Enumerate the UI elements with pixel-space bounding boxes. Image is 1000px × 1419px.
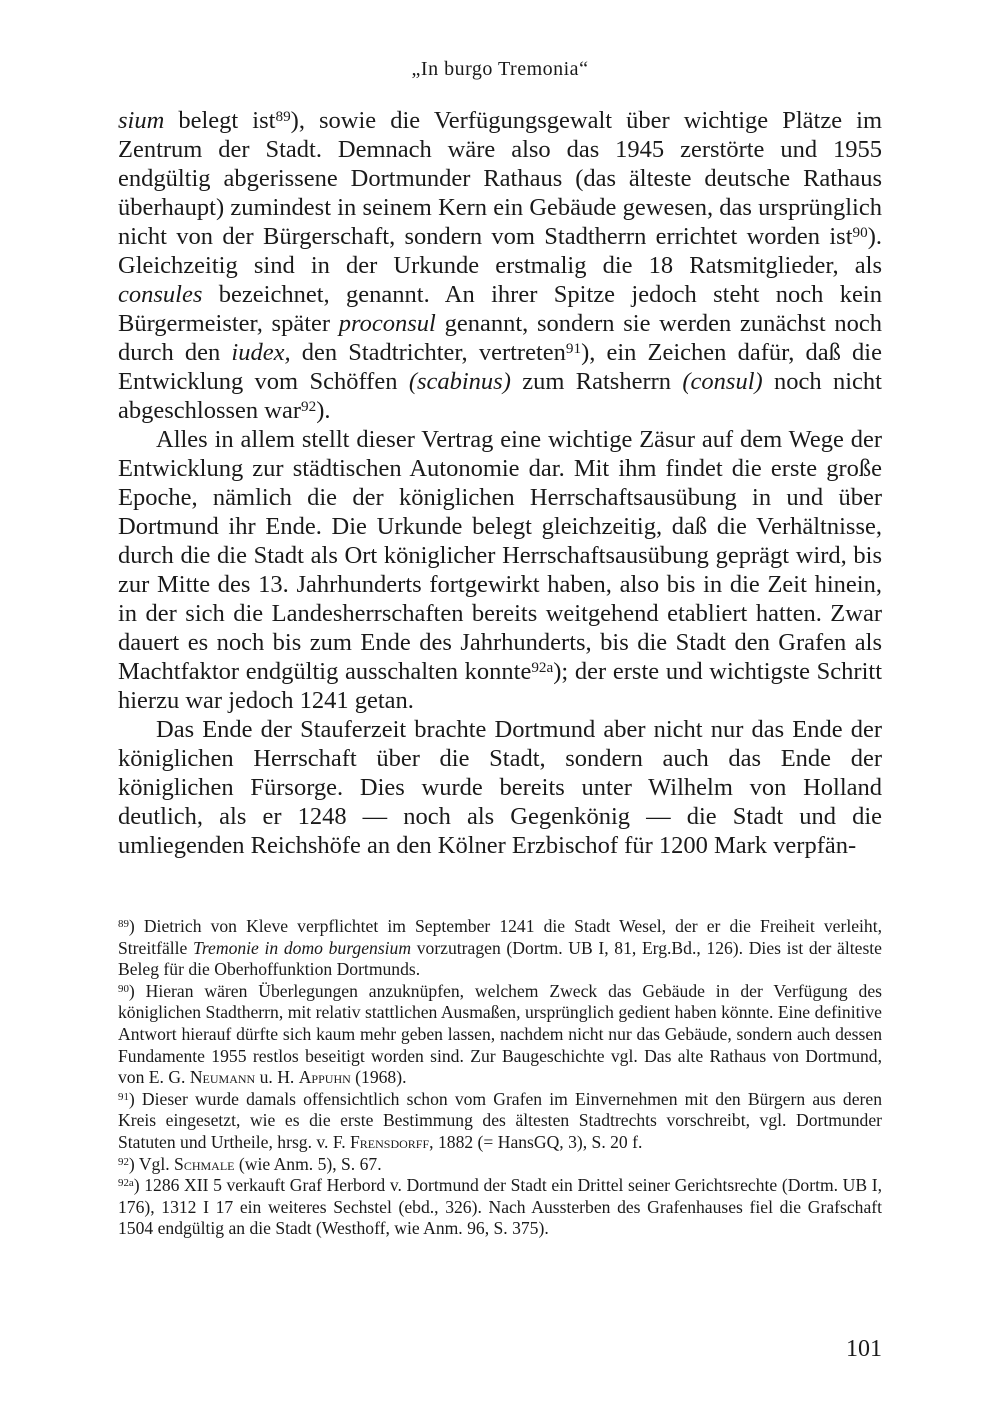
footnote-ref: 92 (301, 398, 317, 416)
italic-run: (scabinus) (408, 368, 511, 395)
italic-run: proconsul (338, 310, 436, 337)
italic-run: Tremonie in domo burgensium (193, 937, 412, 958)
text-run: ) Dieser wurde damals offensichtlich schon vom Grafen im Einvernehmen mit den Bürgern aus deren Kreis eingesetzt, wie es die erste Bestimmung des ältesten Stadtrechts vorschreibt, vgl. Dortmunder Statuten und Urtheile, hrsg. v. F. (118, 1088, 882, 1152)
text-run: vorzutragen (Dortm. UB I, 81, Erg.Bd., 126). Dies ist der älteste Beleg für die Oberhoffunktion Dortmunds. (118, 937, 882, 980)
text-run: ), ein Zeichen dafür, daß die Entwicklung vom Schöffen (118, 339, 882, 395)
text-run: ) Hieran wären Überlegungen anzuknüpfen, welchem Zweck das Gebäude in der Verfügung des königlichen Stadtherrn, mit relativ stattlichen Ausmaßen, ursprünglich gedient haben könnte. Eine definitive Antwort hierauf dürfte sich kaum mehr geben lassen, nachdem nicht nur das Gebäude, sondern auch dessen Fundamente 1955 restlos beseitigt worden sind. Zur Baugeschichte vgl. Das alte Rathaus von Dortmund, von E. G. (118, 980, 882, 1088)
footnote-ref: 91 (565, 340, 582, 358)
text-run: genannt, sondern sie werden zunächst noch durch den (118, 310, 882, 366)
italic-run: (consul) (682, 368, 763, 395)
text-run: u. H. (255, 1067, 299, 1088)
footnote-ref: 89 (118, 918, 129, 931)
footnote-ref: 92 (118, 1155, 129, 1168)
small-caps-run: Schmale (174, 1153, 235, 1174)
footnote-ref: 92a (118, 1177, 134, 1190)
text-run: Alles in allem stellt dieser Vertrag eine wichtige Zäsur auf dem Wege der Entwicklung zur städtischen Autonomie dar. Mit ihm findet die erste große Epoche, nämlich die der königlichen Herrschaftsausübung in und über Dortmund ihr Ende. Die Urkunde belegt gleichzeitig, daß die Verhältnisse, durch die die Stadt als Ort königlicher Herrschaftsausübung geprägt wird, bis zur Mitte des 13. Jahrhunderts fortgewirkt haben, also bis in die Zeit hinein, in der sich die Landesherrschaften bereits weitgehend etabliert hatten. Zwar dauert es noch bis zum Ende des Jahrhunderts, bis die Stadt den Grafen als Machtfaktor endgültig ausschalten konnte (118, 426, 882, 685)
italic-run: sium (118, 107, 165, 134)
small-caps-run: Neumann (189, 1067, 256, 1088)
footnote-ref: 90 (118, 982, 129, 995)
body-text (118, 106, 882, 860)
footnote-90 (118, 981, 882, 1089)
text-run: (wie Anm. 5), S. 67. (234, 1153, 382, 1174)
text-run: Das Ende der Stauferzeit brachte Dortmund aber nicht nur das Ende der königlichen Herrschaft über die Stadt, sondern auch das Ende der königlichen Fürsorge. Dies wurde bereits unter Wilhelm von Holland deutlich, als er 1248 — noch als Gegenkönig — die Stadt und die umliegenden Reichshöfe an den Kölner Erzbischof für 1200 Mark verpfän- (118, 716, 882, 859)
footnote-ref: 91 (118, 1090, 129, 1103)
text-run: (1968). (350, 1067, 407, 1088)
small-caps-run: Appuhn (298, 1067, 351, 1088)
small-caps-run: Frensdorff (350, 1131, 430, 1152)
text-run: ), sowie die Verfügungsgewalt über wichtige Plätze im Zentrum der Stadt. Demnach wäre also das 1945 zerstörte und 1955 endgültig abgerissene Dortmunder Rathaus (das älteste deutsche Rathaus überhaupt) zumindest in seinem Kern ein Gebäude gewesen, das ursprünglich nicht von der Bürgerschaft, sondern vom Stadtherrn errichtet worden ist (118, 107, 883, 250)
text-run: ). (316, 397, 331, 424)
footnote-89 (118, 916, 882, 981)
text-run: zum Ratsherrn (510, 368, 683, 395)
footnote-92 (118, 1154, 882, 1176)
footnote-92a (118, 1175, 882, 1240)
text-run: belegt ist (164, 107, 276, 134)
text-run: , 1882 (= HansGQ, 3), S. 20 f. (429, 1131, 643, 1152)
footnote-ref: 89 (275, 108, 291, 126)
paragraph-1 (118, 106, 882, 425)
footnotes (118, 916, 882, 1240)
text-run: bezeichnet, genannt. An ihrer Spitze jedoch steht noch kein Bürgermeister, später (118, 281, 882, 337)
text-run: ); der erste und wichtigste Schritt hierzu war jedoch 1241 getan. (118, 658, 883, 714)
italic-run: consules (118, 281, 203, 308)
footnote-ref: 90 (852, 224, 868, 242)
text-run: noch nicht abgeschlossen war (118, 368, 882, 424)
running-head: „In burgo Tremonia“ (411, 58, 589, 80)
paragraph-3 (118, 715, 882, 860)
italic-run: iudex, (231, 339, 291, 366)
footnote-ref: 92a (531, 659, 554, 677)
text-run: ) 1286 XII 5 verkauft Graf Herbord v. Dortmund der Stadt ein Drittel seiner Gerichtsrechte (Dortm. UB I, 176), 1312 I 17 ein weiteres Sechstel (ebd., 326). Nach Aussterben des Grafenhauses fiel die Grafschaft 1504 endgültig an die Stadt (Westhoff, wie Anm. 96, S. 375). (118, 1175, 882, 1239)
footnote-91 (118, 1089, 882, 1154)
text-run: ). Gleichzeitig sind in der Urkunde erstmalig die 18 Ratsmitglieder, als (118, 223, 882, 279)
text-run: ) Dietrich von Kleve verpflichtet im September 1241 die Stadt Wesel, der er die Freiheit verleiht, Streitfälle (118, 916, 882, 958)
page-number: 101 (846, 1336, 882, 1362)
text-run: den Stadtrichter, vertreten (290, 339, 566, 366)
paragraph-2 (118, 425, 882, 715)
text-run: ) Vgl. (128, 1153, 175, 1174)
